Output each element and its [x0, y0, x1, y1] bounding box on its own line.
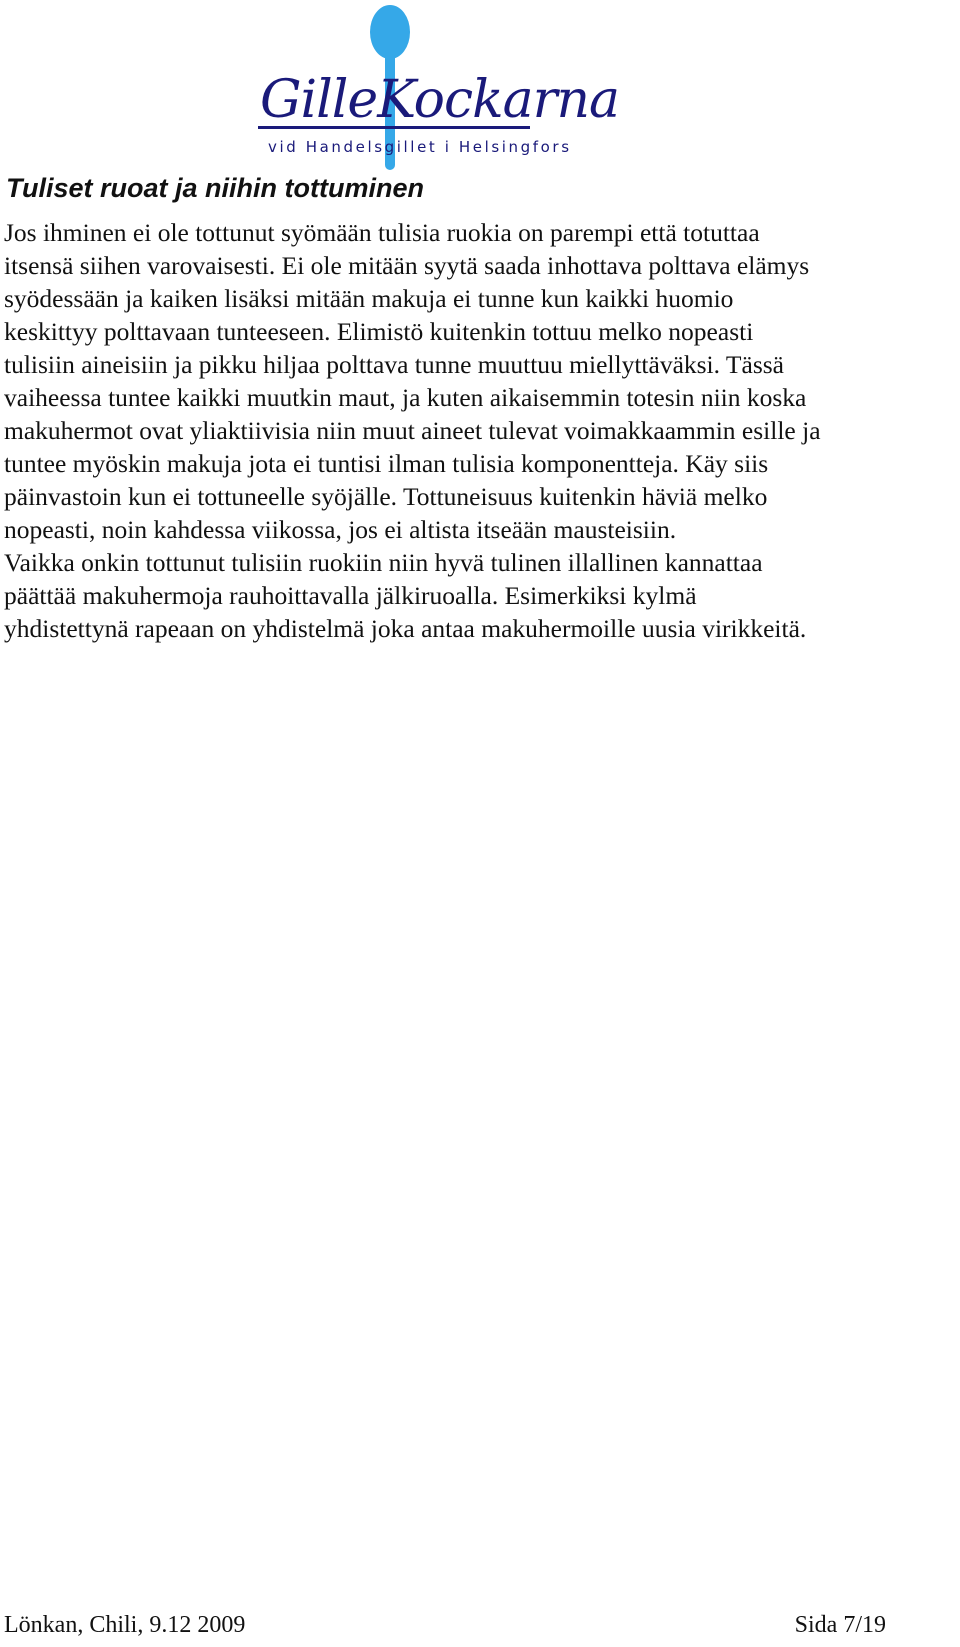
body-line: päinvastoin kun ei tottuneelle syöjälle. Tottuneisuus kuitenkin häviä melko: [4, 482, 768, 511]
logo-wordmark: GilleKockarna: [260, 70, 619, 130]
page-heading: Tuliset ruoat ja niihin tottuminen: [6, 173, 424, 203]
footer-page-number: Sida 7/19: [794, 1612, 886, 1638]
body-text: [4, 216, 956, 645]
gillekockarna-logo: [258, 4, 619, 180]
body-line: tuntee myöskin makuja jota ei tuntisi ilman tulisia komponentteja. Käy siis: [4, 449, 769, 478]
body-line: makuhermot ovat yliaktiivisia niin muut aineet tulevat voimakkaammin esille ja: [4, 416, 821, 445]
body-line: nopeasti, noin kahdessa viikossa, jos ei altista itseään mausteisiin.: [4, 515, 677, 544]
body-line: keskittyy polttavaan tunteeseen. Elimistö kuitenkin tottuu melko nopeasti: [4, 317, 754, 346]
body-line: tulisiin aineisiin ja pikku hiljaa polttava tunne muuttuu miellyttäväksi. Tässä: [4, 350, 784, 379]
logo-tagline: vid Handelsgillet i Helsingfors: [268, 138, 572, 156]
body-line: Vaikka onkin tottunut tulisiin ruokiin niin hyvä tulinen illallinen kannattaa: [4, 548, 763, 577]
body-line: itsensä siihen varovaisesti. Ei ole mitään syytä saada inhottava polttava elämys: [4, 251, 810, 280]
body-line: päättää makuhermoja rauhoittavalla jälkiruoalla. Esimerkiksi kylmä: [4, 581, 697, 610]
body-line: vaiheessa tuntee kaikki muutkin maut, ja kuten aikaisemmin totesin niin koska: [4, 383, 807, 412]
body-line: syödessään ja kaiken lisäksi mitään makuja ei tunne kun kaikki huomio: [4, 284, 734, 313]
body-line: yhdistettynä rapeaan on yhdistelmä joka antaa makuhermoille uusia virikkeitä.: [4, 614, 807, 643]
footer-source: Lönkan, Chili, 9.12 2009: [4, 1612, 246, 1638]
body-line: Jos ihminen ei ole tottunut syömään tulisia ruokia on parempi että totuttaa: [4, 218, 760, 247]
